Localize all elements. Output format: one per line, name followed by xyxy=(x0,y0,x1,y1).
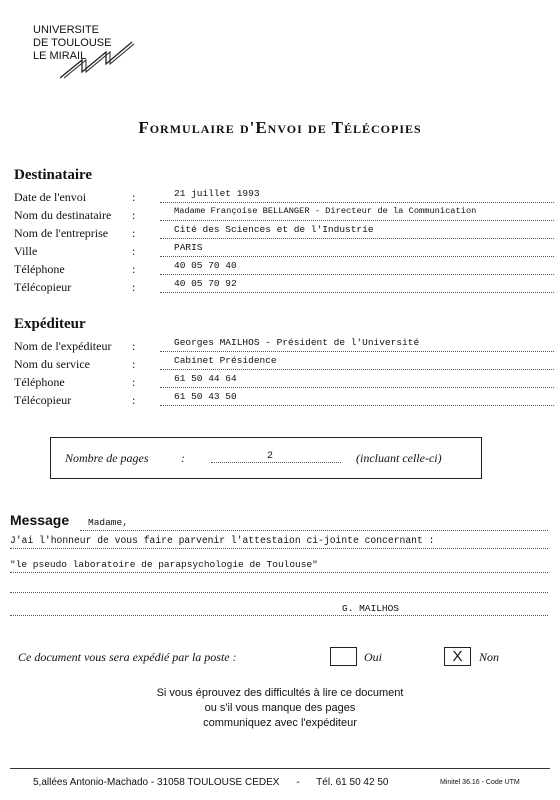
field-nom-expediteur: Nom de l'expéditeur : Georges MAILHOS - Président de l'Université xyxy=(14,339,554,356)
footer-minitel: Minitel 36.16 - Code UTM xyxy=(440,779,520,786)
field-value: Madame Françoise BELLANGER - Directeur de la Communication xyxy=(174,206,477,216)
message-salutation: Madame, xyxy=(88,517,128,528)
field-nom-entreprise: Nom de l'entreprise : Cité des Sciences et de l'Industrie xyxy=(14,226,554,243)
field-label: Nom de l'entreprise xyxy=(14,226,109,240)
field-telecopieur-dest: Télécopieur : 40 05 70 92 xyxy=(14,280,554,297)
field-telephone-exp: Téléphone : 61 50 44 64 xyxy=(14,375,554,392)
logo-line-2: DE TOULOUSE xyxy=(33,37,112,49)
pages-label: Nombre de pages xyxy=(65,451,149,465)
field-nom-service: Nom du service : Cabinet Présidence xyxy=(14,357,554,374)
field-nom-destinataire: Nom du destinataire : Madame Françoise BELLANGER - Directeur de la Communication xyxy=(14,208,554,225)
logo-line-3: LE MIRAIL xyxy=(33,50,87,62)
sender-heading: Expéditeur xyxy=(14,316,86,332)
field-value: 61 50 43 50 xyxy=(174,391,237,402)
footer-phone: Tél. 61 50 42 50 xyxy=(316,777,389,788)
difficulty-notice xyxy=(0,686,560,731)
field-label: Télécopieur xyxy=(14,393,72,407)
footer-divider xyxy=(10,768,550,769)
field-label: Date de l'envoi xyxy=(14,190,87,204)
field-label: Nom du destinataire xyxy=(14,208,112,222)
checkbox-oui-label: Oui xyxy=(364,650,382,664)
footer-separator: - xyxy=(296,777,300,788)
field-label: Télécopieur xyxy=(14,280,72,294)
field-telephone-dest: Téléphone : 40 05 70 40 xyxy=(14,262,554,279)
pages-count-box xyxy=(50,437,482,479)
field-value: Cabinet Présidence xyxy=(174,355,277,366)
message-line-1: J'ai l'honneur de vous faire parvenir l'attestaion ci-jointe concernant : xyxy=(10,535,435,546)
notice-line-2: ou s'il vous manque des pages xyxy=(204,702,356,714)
field-value: 40 05 70 40 xyxy=(174,260,237,271)
field-label: Nom du service xyxy=(14,357,90,371)
footer-address: 5,allées Antonio-Machado - 31058 TOULOUSE CEDEX xyxy=(33,777,280,788)
field-date-envoi: Date de l'envoi : 21 juillet 1993 xyxy=(14,190,554,207)
field-ville: Ville : PARIS xyxy=(14,244,554,261)
field-label: Téléphone xyxy=(14,262,65,276)
field-value: PARIS xyxy=(174,242,203,253)
field-label: Nom de l'expéditeur xyxy=(14,339,112,353)
notice-line-1: Si vous éprouvez des difficultés à lire ce document xyxy=(156,687,404,699)
field-label: Téléphone xyxy=(14,375,65,389)
message-signature: G. MAILHOS xyxy=(342,603,400,614)
post-question: Ce document vous sera expédié par la poste : xyxy=(18,650,237,664)
logo-line-1: UNIVERSITE xyxy=(33,24,100,36)
field-value: Georges MAILHOS - Président de l'Université xyxy=(174,337,420,348)
message-heading: Message xyxy=(10,512,70,528)
notice-line-3: communiquez avec l'expéditeur xyxy=(203,717,357,729)
checkbox-non[interactable]: X xyxy=(444,647,471,666)
field-value: 21 juillet 1993 xyxy=(174,188,260,199)
logo-zigzag-graphic xyxy=(60,40,135,80)
checkbox-non-label: Non xyxy=(479,650,500,664)
pages-colon: : xyxy=(181,451,185,465)
pages-note: (incluant celle-ci) xyxy=(356,451,442,465)
field-value: Cité des Sciences et de l'Industrie xyxy=(174,224,374,235)
message-line-2: "le pseudo laboratoire de parapsychologie de Toulouse" xyxy=(10,559,318,570)
footer-address-line xyxy=(33,777,388,788)
recipient-heading: Destinataire xyxy=(14,167,93,183)
checkbox-oui[interactable] xyxy=(330,647,357,666)
field-value: 61 50 44 64 xyxy=(174,373,237,384)
field-value: 40 05 70 92 xyxy=(174,278,237,289)
form-title: Formulaire d'Envoi de Télécopies xyxy=(138,118,422,137)
field-telecopieur-exp: Télécopieur : 61 50 43 50 xyxy=(14,393,554,410)
pages-value: 2 xyxy=(267,451,274,462)
field-label: Ville xyxy=(14,244,38,258)
